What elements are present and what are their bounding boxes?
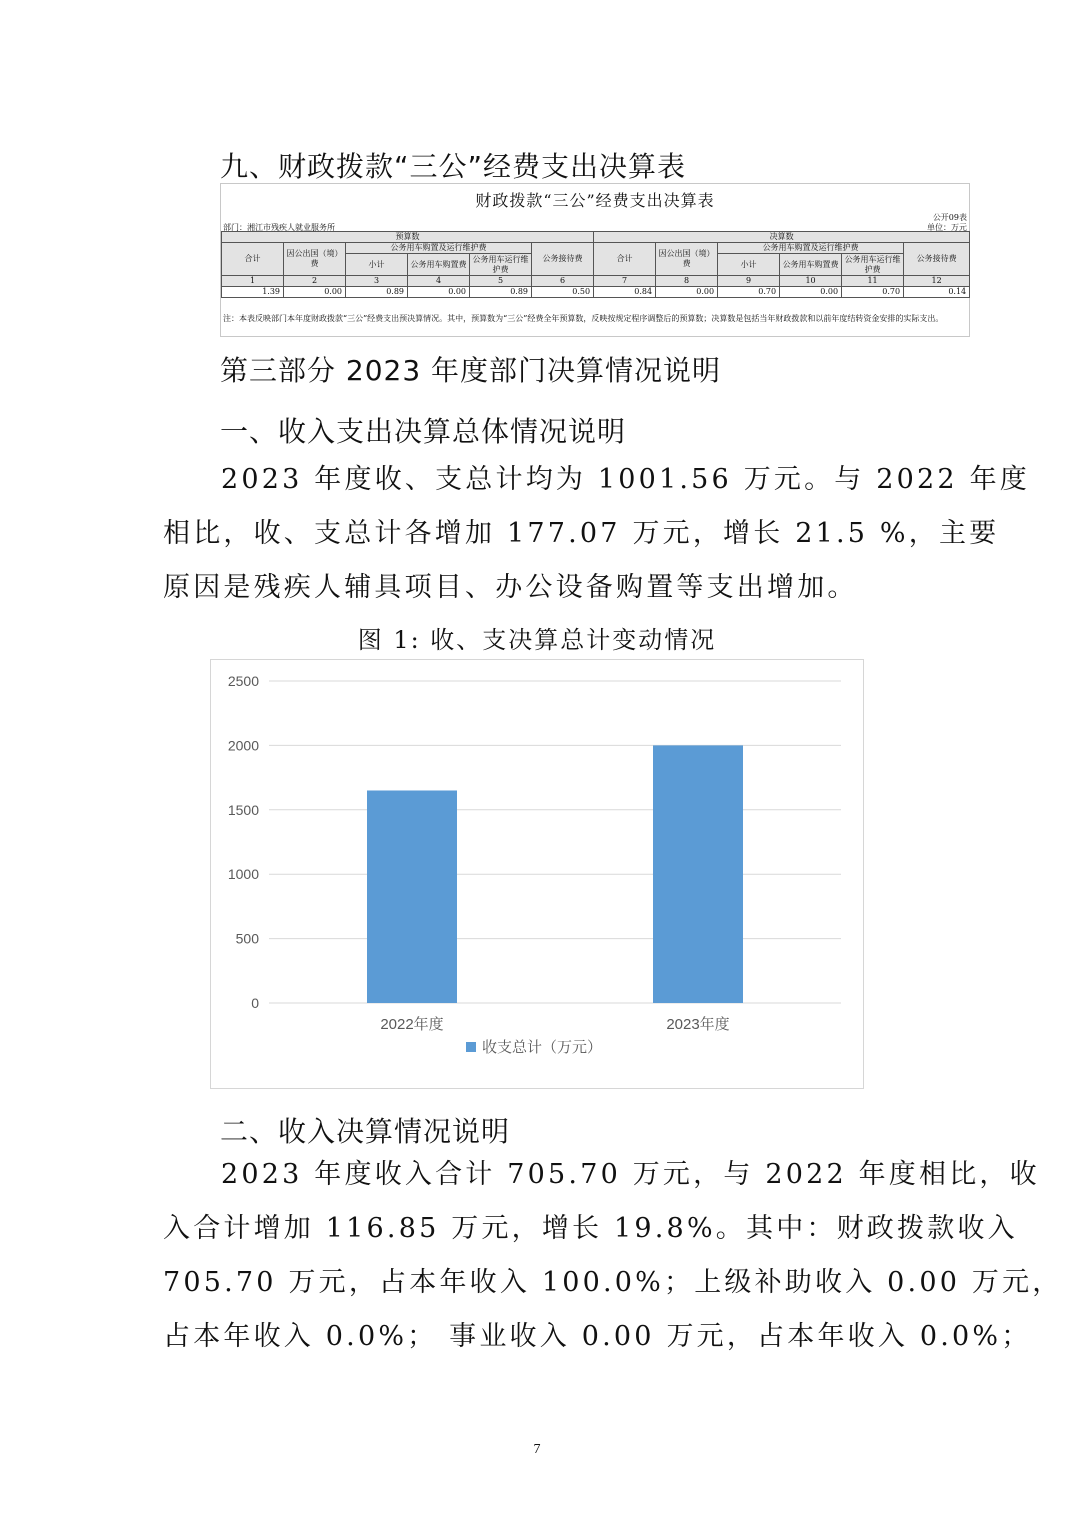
header-subtotal: 小计 (718, 254, 780, 276)
col-number: 5 (470, 276, 532, 287)
paragraph-line: 705.70 万元，占本年收入 100.0%；上级补助收入 0.00 万元， (163, 1267, 1063, 1298)
table-cell: 0.00 (284, 287, 346, 298)
legend-swatch (466, 1042, 476, 1052)
col-number: 6 (532, 276, 594, 287)
table-cell: 0.89 (470, 287, 532, 298)
table-cell: 0.70 (718, 287, 780, 298)
section2-title: 二、收入决算情况说明 (220, 1115, 511, 1148)
chart-svg (211, 660, 863, 1088)
header-car-purchase: 公务用车购置费 (780, 254, 842, 276)
header-car-purchase: 公务用车购置费 (408, 254, 470, 276)
page-number: 7 (533, 1442, 541, 1457)
section1-body (163, 453, 1030, 615)
col-number: 11 (842, 276, 904, 287)
header-total: 合计 (222, 243, 284, 276)
paragraph-line: 2023 年度收入合计 705.70 万元，与 2022 年度相比，收 (221, 1159, 1040, 1190)
legend-label: 收支总计（万元） (482, 1039, 603, 1056)
paragraph-line: 占本年收入 0.0%； 事业收入 0.00 万元，占本年收入 0.0%； (163, 1321, 1032, 1352)
table-department: 部门：湘江市残疾人就业服务所 (223, 223, 335, 232)
table-cell: 0.84 (594, 287, 656, 298)
x-category-label: 2022年度 (380, 1016, 444, 1033)
table-cell: 0.14 (904, 287, 970, 298)
three-public-expense-table (220, 183, 970, 337)
section1-title: 一、收入支出决算总体情况说明 (220, 415, 627, 448)
header-subtotal: 小计 (346, 254, 408, 276)
header-reception: 公务接待费 (532, 243, 594, 276)
col-number: 8 (656, 276, 718, 287)
table-code: 公开09表 (932, 213, 967, 222)
figure-caption: 图 1: 收、支决算总计变动情况 (357, 626, 717, 654)
table-cell: 0.50 (532, 287, 594, 298)
col-number: 7 (594, 276, 656, 287)
table-note: 注：本表反映部门本年度财政拨款“三公”经费支出预决算情况。其中，预算数为“三公”经费全年预算数，反映按规定程序调整后的预算数；决算数是包括当年财政拨款和以前年度结转资金安排的实际支出。 (223, 314, 944, 323)
header-abroad: 因公出国（境）费 (284, 243, 346, 276)
table-cell: 0.89 (346, 287, 408, 298)
col-number: 9 (718, 276, 780, 287)
table-cell: 0.70 (842, 287, 904, 298)
header-total: 合计 (594, 243, 656, 276)
table-unit: 单位：万元 (927, 223, 967, 232)
final-group-header: 决算数 (594, 232, 970, 243)
x-category-label: 2023年度 (666, 1016, 730, 1033)
table-cell: 0.00 (656, 287, 718, 298)
col-number: 4 (408, 276, 470, 287)
paragraph-line: 入合计增加 116.85 万元，增长 19.8%。其中：财政拨款收入 (163, 1213, 1018, 1244)
section2-body (163, 1148, 1062, 1364)
header-reception: 公务接待费 (904, 243, 970, 276)
col-number: 3 (346, 276, 408, 287)
paragraph-line: 2023 年度收、支总计均为 1001.56 万元。与 2022 年度 (221, 464, 1030, 495)
header-car-group: 公务用车购置及运行维护费 (346, 243, 532, 254)
header-car-maintenance: 公务用车运行维护费 (470, 254, 532, 276)
section9-title: 九、财政拨款“三公”经费支出决算表 (220, 150, 687, 183)
table-cell: 0.00 (408, 287, 470, 298)
col-number: 2 (284, 276, 346, 287)
y-tick-label: 2500 (227, 673, 259, 689)
bar (367, 790, 457, 1003)
y-tick-label: 500 (235, 930, 259, 947)
budget-group-header: 预算数 (222, 232, 594, 243)
part3-title: 第三部分 2023 年度部门决算情况说明 (220, 354, 722, 387)
bar-chart (210, 659, 864, 1089)
paragraph-line: 原因是残疾人辅具项目、办公设备购置等支出增加。 (163, 572, 858, 603)
y-tick-label: 2000 (227, 737, 259, 754)
col-number: 10 (780, 276, 842, 287)
header-car-group: 公务用车购置及运行维护费 (718, 243, 904, 254)
y-tick-label: 0 (251, 995, 259, 1011)
col-number: 1 (222, 276, 284, 287)
y-tick-label: 1000 (227, 866, 259, 883)
table-cell: 0.00 (780, 287, 842, 298)
expense-table (221, 231, 970, 298)
y-tick-label: 1500 (227, 801, 259, 818)
bar (653, 745, 743, 1003)
col-number: 12 (904, 276, 970, 287)
table-title: 财政拨款“三公”经费支出决算表 (475, 191, 715, 210)
table-cell: 1.39 (222, 287, 284, 298)
header-abroad: 因公出国（境）费 (656, 243, 718, 276)
header-car-maintenance: 公务用车运行维护费 (842, 254, 904, 276)
paragraph-line: 相比，收、支总计各增加 177.07 万元，增长 21.5 %，主要 (163, 518, 1000, 549)
